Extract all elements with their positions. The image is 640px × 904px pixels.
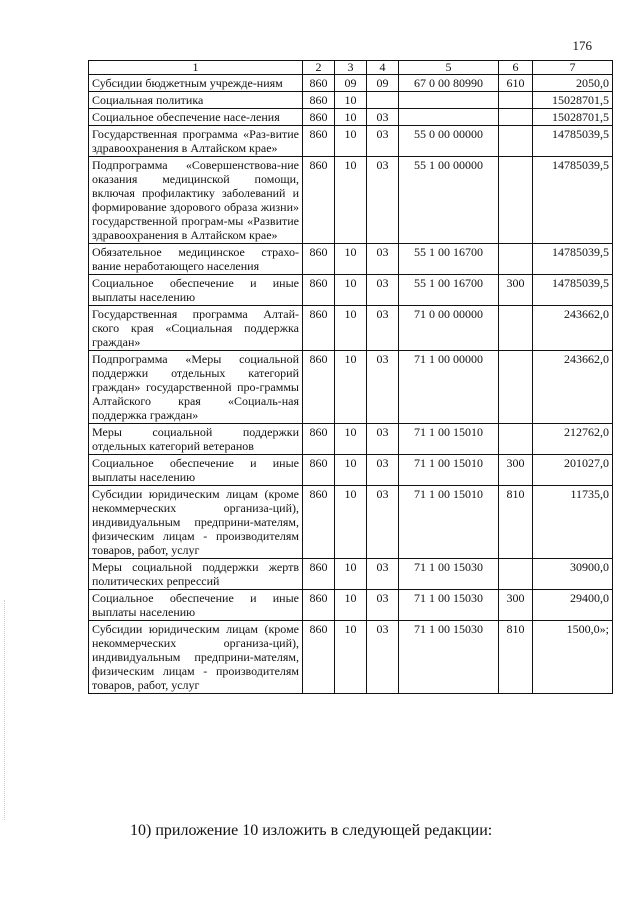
cell-col-6 bbox=[499, 351, 533, 424]
cell-col-4 bbox=[367, 92, 399, 109]
cell-col-7: 2050,0 bbox=[533, 75, 613, 92]
cell-col-2: 860 bbox=[303, 590, 335, 621]
cell-col-5: 55 1 00 00000 bbox=[399, 157, 499, 244]
cell-col-6 bbox=[499, 244, 533, 275]
cell-col-4: 03 bbox=[367, 109, 399, 126]
cell-col-4: 03 bbox=[367, 275, 399, 306]
cell-col-6: 610 bbox=[499, 75, 533, 92]
cell-col-7: 201027,0 bbox=[533, 455, 613, 486]
header-col-3: 3 bbox=[335, 61, 367, 75]
cell-col-6: 300 bbox=[499, 455, 533, 486]
cell-col-2: 860 bbox=[303, 75, 335, 92]
cell-name: Социальное обеспечение и иные выплаты населению bbox=[89, 275, 303, 306]
header-col-7: 7 bbox=[533, 61, 613, 75]
cell-col-2: 860 bbox=[303, 424, 335, 455]
table-row bbox=[89, 75, 613, 92]
cell-col-4: 03 bbox=[367, 244, 399, 275]
cell-name: Государственная программа «Раз-витие здравоохранения в Алтайском крае» bbox=[89, 126, 303, 157]
cell-col-3: 09 bbox=[335, 75, 367, 92]
cell-col-6 bbox=[499, 306, 533, 351]
cell-col-2: 860 bbox=[303, 109, 335, 126]
cell-col-3: 10 bbox=[335, 244, 367, 275]
cell-col-5: 71 1 00 00000 bbox=[399, 351, 499, 424]
cell-col-3: 10 bbox=[335, 559, 367, 590]
cell-col-4: 03 bbox=[367, 306, 399, 351]
cell-col-5 bbox=[399, 109, 499, 126]
cell-col-5: 55 1 00 16700 bbox=[399, 275, 499, 306]
cell-name: Меры социальной поддержки отдельных категорий ветеранов bbox=[89, 424, 303, 455]
cell-col-7: 243662,0 bbox=[533, 306, 613, 351]
cell-col-2: 860 bbox=[303, 157, 335, 244]
cell-col-6 bbox=[499, 157, 533, 244]
amendment-instruction: 10) приложение 10 изложить в следующей редакции: bbox=[130, 822, 493, 839]
cell-col-7: 14785039,5 bbox=[533, 126, 613, 157]
cell-col-2: 860 bbox=[303, 455, 335, 486]
cell-col-2: 860 bbox=[303, 559, 335, 590]
cell-col-3: 10 bbox=[335, 92, 367, 109]
cell-col-4: 03 bbox=[367, 590, 399, 621]
cell-col-7: 15028701,5 bbox=[533, 109, 613, 126]
cell-col-6 bbox=[499, 424, 533, 455]
table-row bbox=[89, 590, 613, 621]
cell-col-2: 860 bbox=[303, 486, 335, 559]
cell-col-5: 55 0 00 00000 bbox=[399, 126, 499, 157]
cell-name: Обязательное медицинское страхо-вание неработающего населения bbox=[89, 244, 303, 275]
cell-col-5: 71 1 00 15030 bbox=[399, 559, 499, 590]
cell-name: Социальное обеспечение и иные выплаты населению bbox=[89, 455, 303, 486]
cell-col-3: 10 bbox=[335, 351, 367, 424]
cell-col-6: 300 bbox=[499, 590, 533, 621]
cell-col-2: 860 bbox=[303, 621, 335, 694]
table-row bbox=[89, 424, 613, 455]
cell-col-6 bbox=[499, 109, 533, 126]
cell-col-4: 03 bbox=[367, 621, 399, 694]
cell-col-4: 03 bbox=[367, 424, 399, 455]
cell-col-5: 67 0 00 80990 bbox=[399, 75, 499, 92]
cell-col-4: 09 bbox=[367, 75, 399, 92]
cell-col-2: 860 bbox=[303, 244, 335, 275]
cell-col-3: 10 bbox=[335, 109, 367, 126]
table-row bbox=[89, 621, 613, 694]
cell-col-4: 03 bbox=[367, 486, 399, 559]
header-col-2: 2 bbox=[303, 61, 335, 75]
cell-col-7: 243662,0 bbox=[533, 351, 613, 424]
cell-col-7: 14785039,5 bbox=[533, 244, 613, 275]
cell-name: Субсидии юридическим лицам (кроме некоммерческих организа-ций), индивидуальным предприни-мателям, физическим лицам - производителям товаров, работ, услуг bbox=[89, 486, 303, 559]
table-row bbox=[89, 157, 613, 244]
table-row bbox=[89, 455, 613, 486]
cell-col-5: 71 0 00 00000 bbox=[399, 306, 499, 351]
table-row bbox=[89, 92, 613, 109]
cell-col-7: 14785039,5 bbox=[533, 275, 613, 306]
cell-col-4: 03 bbox=[367, 455, 399, 486]
cell-col-6: 810 bbox=[499, 486, 533, 559]
table-row bbox=[89, 126, 613, 157]
cell-col-7: 14785039,5 bbox=[533, 157, 613, 244]
cell-name: Субсидии юридическим лицам (кроме некоммерческих организа-ций), индивидуальным предприни-мателям, физическим лицам - производителям товаров, работ, услуг bbox=[89, 621, 303, 694]
cell-col-3: 10 bbox=[335, 621, 367, 694]
cell-name: Государственная программа Алтай-ского края «Социальная поддержка граждан» bbox=[89, 306, 303, 351]
cell-name: Социальная политика bbox=[89, 92, 303, 109]
table-body bbox=[89, 75, 613, 694]
cell-col-3: 10 bbox=[335, 486, 367, 559]
scan-margin-artifact bbox=[4, 600, 6, 820]
cell-col-5: 71 1 00 15010 bbox=[399, 424, 499, 455]
budget-table bbox=[88, 60, 613, 694]
header-col-4: 4 bbox=[367, 61, 399, 75]
cell-col-2: 860 bbox=[303, 306, 335, 351]
cell-col-7: 1500,0»; bbox=[533, 621, 613, 694]
header-col-5: 5 bbox=[399, 61, 499, 75]
cell-col-3: 10 bbox=[335, 306, 367, 351]
table-header-row bbox=[89, 61, 613, 75]
table-row bbox=[89, 306, 613, 351]
cell-name: Меры социальной поддержки жертв политических репрессий bbox=[89, 559, 303, 590]
cell-col-7: 11735,0 bbox=[533, 486, 613, 559]
cell-col-4: 03 bbox=[367, 559, 399, 590]
header-col-6: 6 bbox=[499, 61, 533, 75]
table-row bbox=[89, 351, 613, 424]
cell-col-5: 71 1 00 15030 bbox=[399, 621, 499, 694]
cell-col-7: 15028701,5 bbox=[533, 92, 613, 109]
cell-name: Подпрограмма «Совершенствова-ние оказания медицинской помощи, включая профилактику заболеваний и формирование здорового образа жизни» государственной програм-мы «Развитие здравоохранения в Алтайском крае» bbox=[89, 157, 303, 244]
cell-col-5: 71 1 00 15010 bbox=[399, 455, 499, 486]
cell-col-5 bbox=[399, 92, 499, 109]
cell-col-3: 10 bbox=[335, 455, 367, 486]
table-row bbox=[89, 244, 613, 275]
cell-col-3: 10 bbox=[335, 275, 367, 306]
cell-col-3: 10 bbox=[335, 590, 367, 621]
cell-col-6 bbox=[499, 92, 533, 109]
cell-name: Субсидии бюджетным учрежде-ниям bbox=[89, 75, 303, 92]
cell-name: Социальное обеспечение и иные выплаты населению bbox=[89, 590, 303, 621]
cell-col-3: 10 bbox=[335, 424, 367, 455]
cell-col-7: 212762,0 bbox=[533, 424, 613, 455]
cell-col-2: 860 bbox=[303, 351, 335, 424]
cell-col-4: 03 bbox=[367, 351, 399, 424]
cell-name: Социальное обеспечение насе-ления bbox=[89, 109, 303, 126]
cell-name: Подпрограмма «Меры социальной поддержки отдельных категорий граждан» государственной про-граммы Алтайского края «Социаль-ная поддержка граждан» bbox=[89, 351, 303, 424]
header-col-1: 1 bbox=[89, 61, 303, 75]
cell-col-5: 55 1 00 16700 bbox=[399, 244, 499, 275]
page-number: 176 bbox=[572, 38, 592, 53]
cell-col-7: 29400,0 bbox=[533, 590, 613, 621]
cell-col-2: 860 bbox=[303, 275, 335, 306]
cell-col-3: 10 bbox=[335, 126, 367, 157]
cell-col-7: 30900,0 bbox=[533, 559, 613, 590]
cell-col-4: 03 bbox=[367, 126, 399, 157]
cell-col-5: 71 1 00 15010 bbox=[399, 486, 499, 559]
table-row bbox=[89, 486, 613, 559]
table-row bbox=[89, 559, 613, 590]
cell-col-2: 860 bbox=[303, 126, 335, 157]
cell-col-2: 860 bbox=[303, 92, 335, 109]
cell-col-6 bbox=[499, 126, 533, 157]
cell-col-6: 300 bbox=[499, 275, 533, 306]
cell-col-5: 71 1 00 15030 bbox=[399, 590, 499, 621]
cell-col-3: 10 bbox=[335, 157, 367, 244]
table-row bbox=[89, 275, 613, 306]
table-row bbox=[89, 109, 613, 126]
cell-col-6: 810 bbox=[499, 621, 533, 694]
cell-col-4: 03 bbox=[367, 157, 399, 244]
cell-col-6 bbox=[499, 559, 533, 590]
